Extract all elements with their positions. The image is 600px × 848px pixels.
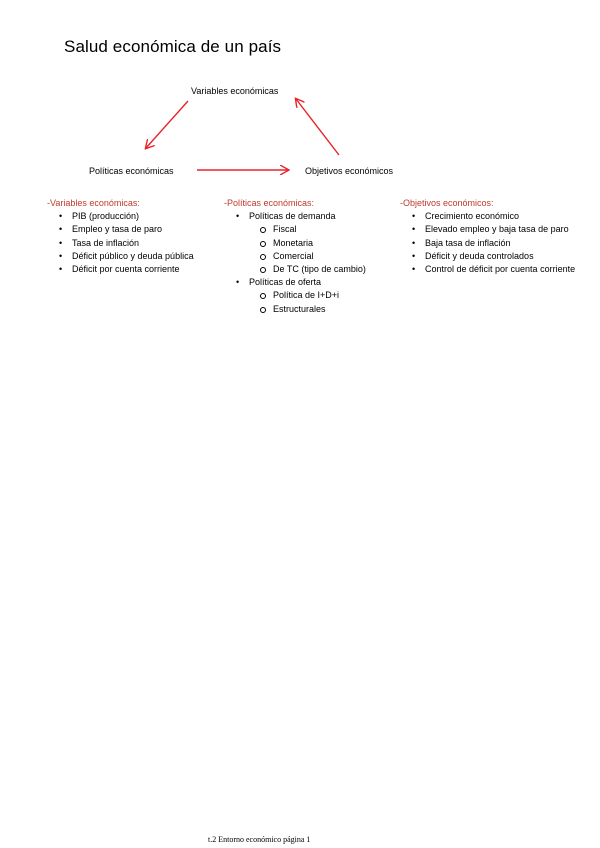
heading-dash: -	[400, 198, 403, 208]
arrow-objetivos-to-variables	[296, 99, 339, 155]
page-footer: t.2 Entorno económico página 1	[208, 835, 311, 844]
objetivos-list	[400, 210, 598, 276]
page-title: Salud económica de un país	[64, 37, 282, 56]
list-item: • Elevado empleo y baja tasa de paro	[400, 223, 598, 236]
list-item-oferta	[224, 276, 394, 316]
demanda-sublist	[249, 223, 394, 276]
list-item: • Control de déficit por cuenta corriente	[400, 263, 598, 276]
sub-list-item: Política de I+D+i	[249, 289, 394, 302]
list-item: • Déficit por cuenta corriente	[47, 263, 222, 276]
list-item: • Déficit y deuda controlados	[400, 250, 598, 263]
list-item: • PIB (producción)	[47, 210, 222, 223]
list-item: • Baja tasa de inflación	[400, 237, 598, 250]
heading-dash: -	[47, 198, 50, 208]
objetivos-heading	[400, 197, 598, 210]
politicas-heading	[224, 197, 394, 210]
sub-list-item: De TC (tipo de cambio)	[249, 263, 394, 276]
politicas-section	[224, 197, 394, 316]
heading-text: Objetivos económicos	[403, 198, 492, 208]
variables-list	[47, 210, 222, 276]
list-item: • Crecimiento económico	[400, 210, 598, 223]
arrow-variables-to-politicas	[146, 101, 188, 148]
heading-text: Políticas económicas	[227, 198, 312, 208]
heading-colon: :	[137, 198, 140, 208]
diagram-node-politicas: Políticas económicas	[89, 166, 174, 176]
variables-section	[47, 197, 222, 276]
heading-colon: :	[491, 198, 494, 208]
diagram-node-variables: Variables económicas	[191, 86, 279, 96]
sub-list-item: Comercial	[249, 250, 394, 263]
heading-colon: :	[311, 198, 315, 208]
sub-list-item: Estructurales	[249, 303, 394, 316]
sub-list-item: Monetaria	[249, 237, 394, 250]
group-label: Políticas de oferta	[249, 277, 322, 288]
heading-dash: -	[224, 198, 227, 208]
diagram-node-objetivos: Objetivos económicos	[305, 166, 394, 176]
list-item: • Tasa de inflación	[47, 237, 222, 250]
list-item: • Empleo y tasa de paro	[47, 223, 222, 236]
list-item: • Déficit público y deuda pública	[47, 250, 222, 263]
heading-text: Variables económicas	[50, 198, 138, 208]
variables-heading	[47, 197, 222, 210]
sub-list-item: Fiscal	[249, 223, 394, 236]
politicas-list	[224, 210, 394, 316]
objetivos-section	[400, 197, 598, 276]
list-item-demanda	[224, 210, 394, 276]
oferta-sublist	[249, 289, 394, 315]
group-label: Políticas de demanda	[249, 211, 336, 222]
